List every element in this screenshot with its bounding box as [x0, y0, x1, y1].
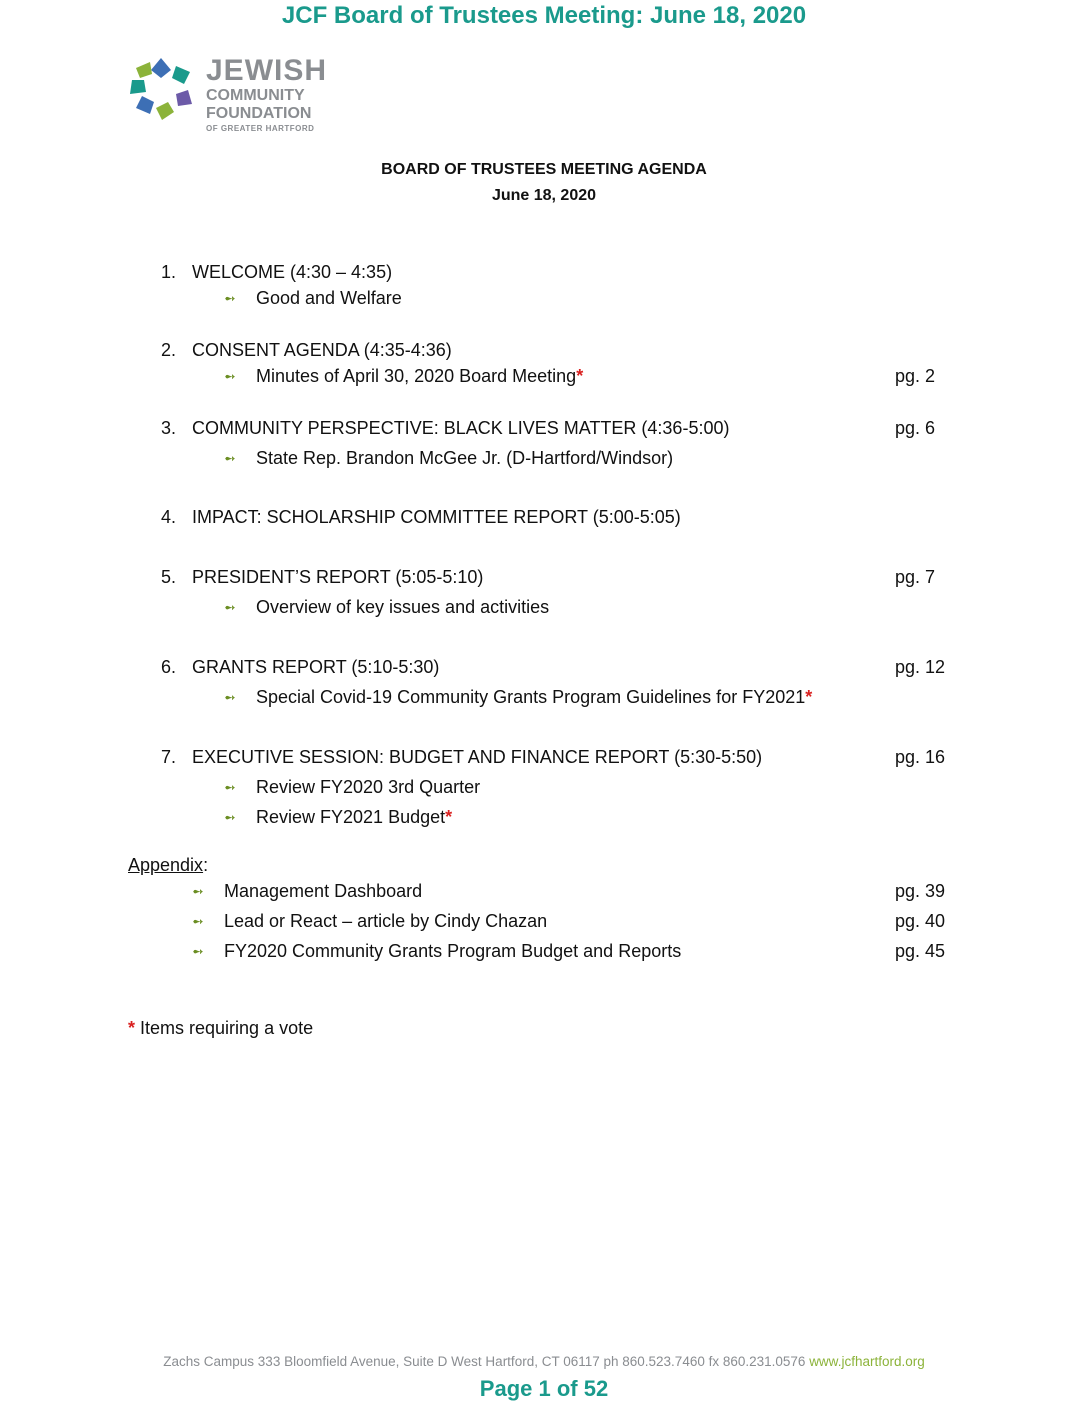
agenda-subitem [0, 445, 1088, 471]
agenda-item [0, 337, 1088, 363]
page-header-title: JCF Board of Trustees Meeting: June 18, 2020 [281, 2, 807, 29]
agenda-item [0, 654, 1088, 680]
vote-star: * [576, 366, 584, 386]
page-reference: pg. 39 [895, 881, 946, 901]
arrow-bullet-icon: ➻ [192, 913, 204, 929]
agenda-item [0, 415, 1088, 441]
agenda-title: BOARD OF TRUSTEES MEETING AGENDA [381, 161, 707, 178]
arrow-bullet-icon: ➻ [192, 943, 204, 959]
agenda-subitem [0, 363, 1088, 389]
page-reference: pg. 7 [895, 567, 936, 587]
vote-star: * [445, 807, 453, 827]
agenda-subitem [0, 774, 1088, 800]
arrow-bullet-icon: ➻ [224, 290, 236, 306]
footer-address-text: Zachs Campus 333 Bloomfield Avenue, Suite D West Hartford, CT 06117 ph 860.523.7460 fx 860.231.0576 [163, 1354, 810, 1369]
page-reference: pg. 45 [895, 941, 946, 961]
agenda-item [0, 259, 1088, 285]
agenda-subitem-text: Overview of key issues and activities [256, 597, 550, 617]
page-reference: pg. 6 [895, 418, 936, 438]
page-reference: pg. 2 [895, 366, 936, 386]
agenda-item-label: EXECUTIVE SESSION: BUDGET AND FINANCE REPORT (5:30-5:50) [192, 747, 763, 767]
footer-website-link[interactable]: www.jcfhartford.org [809, 1354, 925, 1369]
arrow-bullet-icon: ➻ [224, 450, 236, 466]
agenda-subitem-text: Good and Welfare [256, 288, 402, 308]
logo-line-hartford: OF GREATER HARTFORD [206, 124, 315, 133]
agenda-item-number: 1. [160, 262, 176, 282]
footer-address [0, 1354, 1088, 1369]
agenda-subitem-text: Review FY2020 3rd Quarter [256, 777, 481, 797]
appendix-item [0, 938, 1088, 964]
appendix-item [0, 908, 1088, 934]
agenda-date: June 18, 2020 [491, 187, 597, 204]
logo-line-foundation: FOUNDATION [206, 105, 312, 122]
logo-line-jewish: JEWISH [206, 54, 328, 87]
page-reference: pg. 16 [895, 747, 946, 767]
agenda-item-number: 2. [160, 340, 176, 360]
agenda-subitem [0, 594, 1088, 620]
agenda-subitem [0, 684, 1088, 710]
star-logo-icon [126, 56, 196, 122]
jcf-logo [126, 56, 346, 146]
arrow-bullet-icon: ➻ [224, 779, 236, 795]
agenda-item-number: 7. [160, 747, 176, 767]
logo-line-community: COMMUNITY [206, 87, 305, 104]
vote-star: * [128, 1018, 136, 1038]
agenda-item-label: PRESIDENT’S REPORT (5:05-5:10) [192, 567, 484, 587]
agenda-subitem [0, 285, 1088, 311]
agenda-item-label: COMMUNITY PERSPECTIVE: BLACK LIVES MATTER (4:36-5:00) [192, 418, 730, 438]
agenda-subitem-text: Special Covid-19 Community Grants Program Guidelines for FY2021* [256, 687, 813, 707]
agenda-item-label: WELCOME (4:30 – 4:35) [192, 262, 393, 282]
vote-note-text: * Items requiring a vote [128, 1018, 314, 1038]
page-reference: pg. 40 [895, 911, 946, 931]
agenda-item [0, 564, 1088, 590]
page-reference: pg. 12 [895, 657, 946, 677]
arrow-bullet-icon: ➻ [224, 599, 236, 615]
vote-star: * [805, 687, 813, 707]
agenda-item-number: 5. [160, 567, 176, 587]
arrow-bullet-icon: ➻ [224, 689, 236, 705]
arrow-bullet-icon: ➻ [192, 883, 204, 899]
appendix-item-text: FY2020 Community Grants Program Budget and Reports [224, 941, 682, 961]
agenda-item-label: CONSENT AGENDA (4:35-4:36) [192, 340, 452, 360]
appendix-heading [0, 852, 1088, 878]
agenda-subitem-text: State Rep. Brandon McGee Jr. (D-Hartford/Windsor) [256, 448, 674, 468]
agenda-item-label: IMPACT: SCHOLARSHIP COMMITTEE REPORT (5:00-5:05) [192, 507, 681, 527]
appendix-item-text: Lead or React – article by Cindy Chazan [224, 911, 548, 931]
agenda-item-number: 4. [160, 507, 176, 527]
appendix-label: Appendix: [128, 855, 209, 875]
page-number: Page 1 of 52 [479, 1376, 609, 1401]
agenda-item-label: GRANTS REPORT (5:10-5:30) [192, 657, 440, 677]
vote-note [0, 1015, 1088, 1041]
agenda-subitem [0, 804, 1088, 830]
arrow-bullet-icon: ➻ [224, 809, 236, 825]
appendix-item [0, 878, 1088, 904]
agenda-item [0, 744, 1088, 770]
agenda-item [0, 504, 1088, 530]
agenda-subitem-text: Minutes of April 30, 2020 Board Meeting* [256, 366, 584, 386]
arrow-bullet-icon: ➻ [224, 368, 236, 384]
agenda-subitem-text: Review FY2021 Budget* [256, 807, 453, 827]
appendix-item-text: Management Dashboard [224, 881, 423, 901]
agenda-item-number: 3. [160, 418, 176, 438]
agenda-item-number: 6. [160, 657, 176, 677]
agenda-heading [0, 157, 1088, 209]
